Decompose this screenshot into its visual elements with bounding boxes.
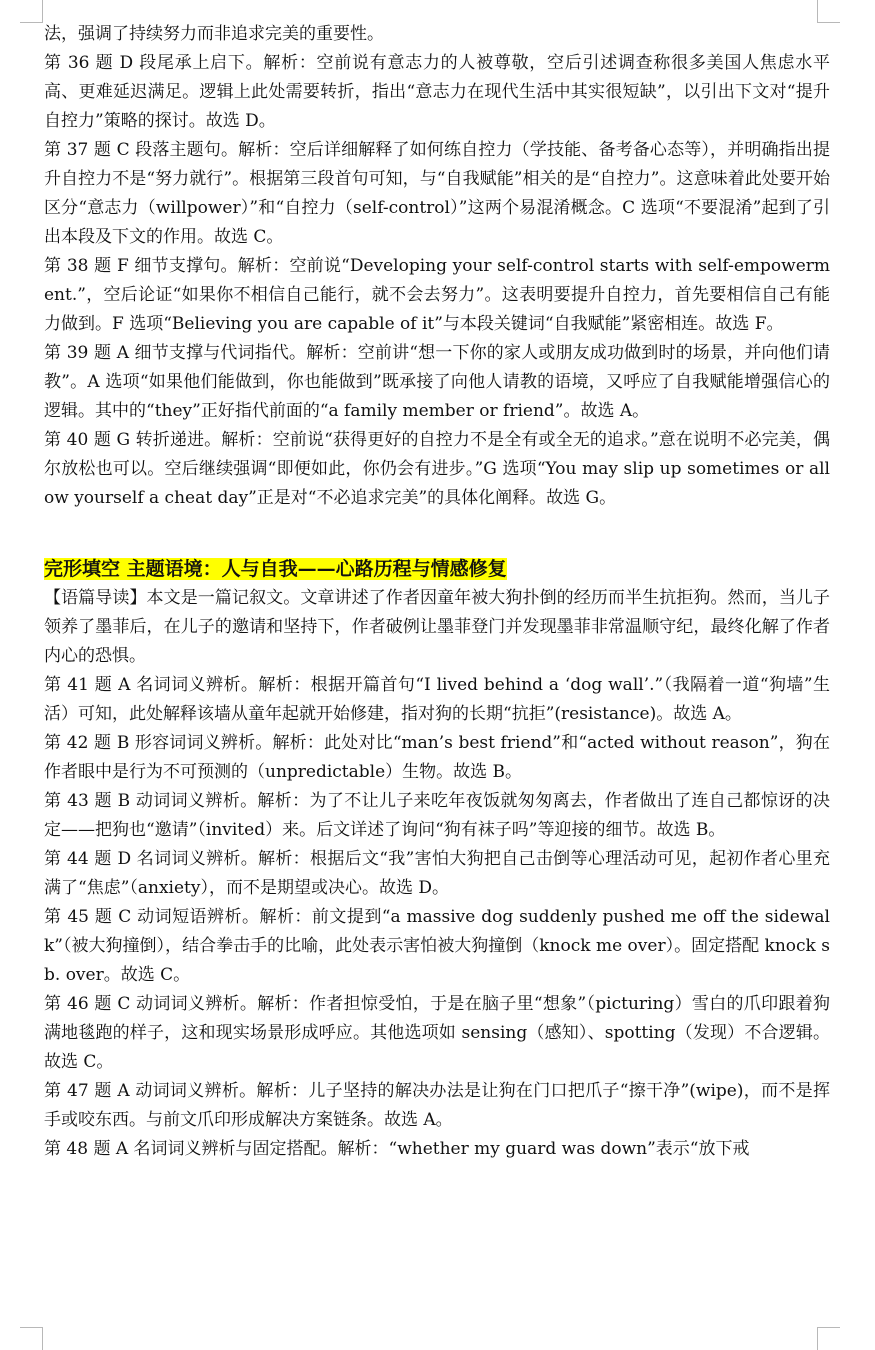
- paragraph-q37: 第 37 题 C 段落主题句。解析：空后详细解释了如何练自控力（学技能、备考备心态等），并明确指出提升自控力不是“努力就行”。根据第三段首句可知，与“自我赋能”相关的是“自控力”。这意味着此处要开始区分“意志力（willpower）”和“自控力（self-control）”这两个易混淆概念。C 选项“不要混淆”起到了引出本段及下文的作用。故选 C。: [44, 140, 830, 247]
- section-heading-text: 完形填空 主题语境：人与自我——心路历程与情感修复: [44, 558, 507, 580]
- section-heading: [44, 554, 830, 584]
- paragraph-q41: 第 41 题 A 名词词义辨析。解析：根据开篇首句“I lived behind a ‘dog wall’.”（我隔着一道“狗墙”生活）可知，此处解释该墙从童年起就开始修建，指对狗的长期“抗拒”(resistance)。故选 A。: [44, 675, 830, 724]
- paragraph-q44: 第 44 题 D 名词词义辨析。解析：根据后文“我”害怕大狗把自己击倒等心理活动可见，起初作者心里充满了“焦虑”（anxiety），而不是期望或决心。故选 D。: [44, 849, 830, 898]
- paragraph-intro: 【语篇导读】本文是一篇记叙文。文章讲述了作者因童年被大狗扑倒的经历而半生抗拒狗。然而，当儿子领养了墨菲后，在儿子的邀请和坚持下，作者破例让墨菲登门并发现墨菲非常温顺守纪，最终化解了作者内心的恐惧。: [44, 588, 830, 666]
- paragraph-q38: 第 38 题 F 细节支撑句。解析：空前说“Developing your self-control starts with self-empowerment.”，空后论证“如果你不相信自己能行，就不会去努力”。这表明要提升自控力，首先要相信自己有能力做到。F 选项“Believing you are capable of it”与本段关键词“自我赋能”紧密相连。故选 F。: [44, 256, 830, 334]
- crop-mark-top-left: [20, 0, 43, 23]
- paragraph-q40: 第 40 题 G 转折递进。解析：空前说“获得更好的自控力不是全有或全无的追求。”意在说明不必完美，偶尔放松也可以。空后继续强调“即便如此，你仍会有进步。”G 选项“You may slip up sometimes or allow yourself a cheat day”正是对“不必追求完美”的具体化阐释。故选 G。: [44, 430, 830, 508]
- paragraph-continuation: 法，强调了持续努力而非追求完美的重要性。: [44, 24, 384, 44]
- paragraph-q39: 第 39 题 A 细节支撑与代词指代。解析：空前讲“想一下你的家人或朋友成功做到时的场景，并向他们请教”。A 选项“如果他们能做到，你也能做到”既承接了向他人请教的语境，又呼应了自我赋能增强信心的逻辑。其中的“they”正好指代前面的“a family member or friend”。故选 A。: [44, 343, 830, 421]
- paragraph-q45: 第 45 题 C 动词短语辨析。解析：前文提到“a massive dog suddenly pushed me off the sidewalk”（被大狗撞倒），结合拳击手的比喻，此处表示害怕被大狗撞倒（knock me over）。固定搭配 knock sb. over。故选 C。: [44, 907, 830, 985]
- crop-mark-bottom-left: [20, 1327, 43, 1350]
- paragraph-q46: 第 46 题 C 动词词义辨析。解析：作者担惊受怕，于是在脑子里“想象”（picturing）雪白的爪印跟着狗满地毯跑的样子，这和现实场景形成呼应。其他选项如 sensing（感知）、spotting（发现）不合逻辑。故选 C。: [44, 994, 830, 1072]
- blank-line: [44, 513, 830, 542]
- document-page: [44, 20, 830, 1164]
- paragraph-q47: 第 47 题 A 动词词义辨析。解析：儿子坚持的解决办法是让狗在门口把爪子“擦干净”(wipe)，而不是挥手或咬东西。与前文爪印形成解决方案链条。故选 A。: [44, 1081, 830, 1130]
- paragraph-q36: 第 36 题 D 段尾承上启下。解析：空前说有意志力的人被尊敬，空后引述调查称很多美国人焦虑水平高、更难延迟满足。逻辑上此处需要转折，指出“意志力在现代生活中其实很短缺”，以引出下文对“提升自控力”策略的探讨。故选 D。: [44, 53, 830, 131]
- crop-mark-bottom-right: [817, 1327, 840, 1350]
- paragraph-q43: 第 43 题 B 动词词义辨析。解析：为了不让儿子来吃年夜饭就匆匆离去，作者做出了连自己都惊讶的决定——把狗也“邀请”（invited）来。后文详述了询问“狗有袜子吗”等迎接的细节。故选 B。: [44, 791, 830, 840]
- paragraph-q42: 第 42 题 B 形容词词义辨析。解析：此处对比“man’s best friend”和“acted without reason”，狗在作者眼中是行为不可预测的（unpredictable）生物。故选 B。: [44, 733, 830, 782]
- paragraph-q48: 第 48 题 A 名词词义辨析与固定搭配。解析：“whether my guard was down”表示“放下戒: [44, 1139, 750, 1159]
